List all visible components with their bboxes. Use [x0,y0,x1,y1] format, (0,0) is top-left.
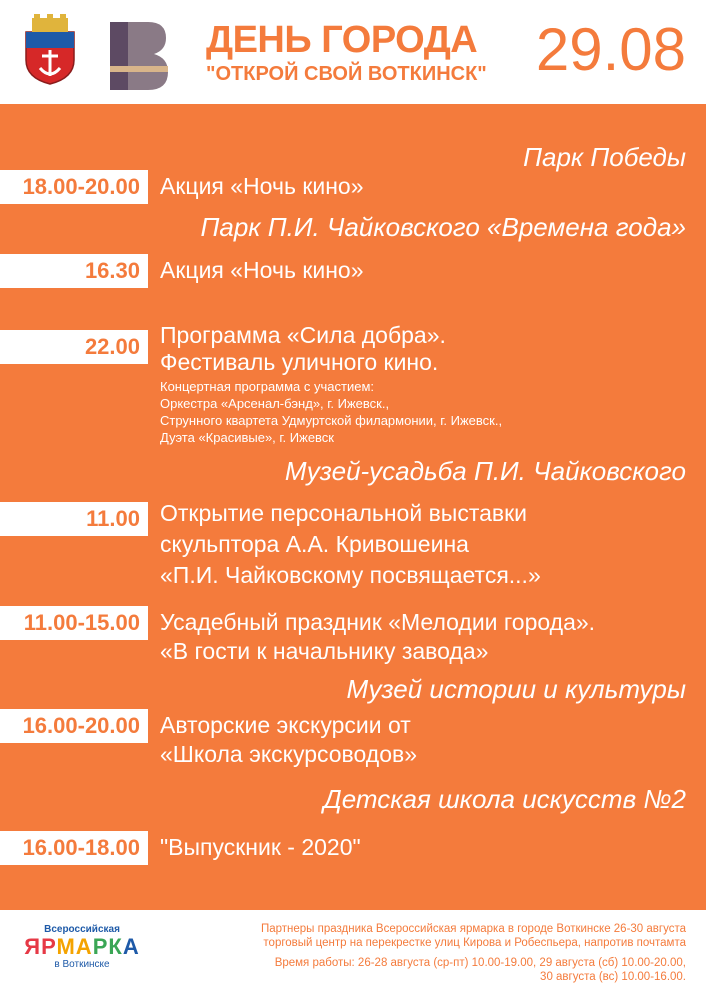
event-details: Оркестра «Арсенал-бэнд», г. Ижевск., [160,396,390,411]
event-title: "Выпускник - 2020" [160,834,361,860]
footer-line: торговый центр на перекрестке улиц Кирова и Робеспьера, напротив почтамта [263,937,686,949]
footer [0,910,706,1000]
header [0,0,706,104]
venue-heading: Музей истории и культуры [346,674,686,704]
event-title: «П.И. Чайковскому посвящается...» [160,562,541,588]
page-title: ДЕНЬ ГОРОДА [206,19,478,61]
event-time: 11.00 [0,502,148,536]
event-title: Акция «Ночь кино» [160,257,364,283]
event-time: 18.00-20.00 [0,170,148,204]
event-title: «Школа экскурсоводов» [160,741,418,767]
votkinsk-logo-icon [108,20,170,92]
event-date: 29.08 [535,16,686,83]
venue-heading: Музей-усадьба П.И. Чайковского [284,456,686,486]
city-coat-of-arms-icon [22,14,78,86]
schedule [0,104,706,910]
footer-line: Время работы: 26-28 августа (ср-пт) 10.00-19.00, 29 августа (сб) 10.00-20.00, [274,957,686,969]
fair-logo-main: ЯРМАРКА [24,934,140,959]
event-title: Программа «Сила добра». [160,322,446,348]
event-title: Фестиваль уличного кино. [160,349,439,375]
page-subtitle: "ОТКРОЙ СВОЙ ВОТКИНСК" [206,63,487,85]
event-title: «В гости к начальнику завода» [160,638,489,664]
event-title: Усадебный праздник «Мелодии города». [160,609,596,635]
fair-logo [22,924,142,986]
event-time: 16.00-20.00 [0,709,148,743]
fair-logo-top: Всероссийская [44,924,120,935]
event-details: Концертная программа с участием: [160,379,374,394]
venue-heading: Парк Победы [523,142,686,172]
event-title: Авторские экскурсии от [160,712,411,738]
event-title: Открытие персональной выставки [160,500,528,526]
event-title: скульптора А.А. Кривошеина [160,531,469,557]
footer-line: 30 августа (вс) 10.00-16.00. [540,971,686,983]
event-time: 22.00 [0,330,148,364]
event-time: 11.00-15.00 [0,606,148,640]
event-time: 16.30 [0,254,148,288]
venue-heading: Парк П.И. Чайковского «Времена года» [200,212,686,242]
fair-logo-bottom: в Воткинске [54,959,110,970]
event-time: 16.00-18.00 [0,831,148,865]
venue-heading: Детская школа искусств №2 [323,784,686,814]
event-title: Акция «Ночь кино» [160,173,364,199]
event-details: Дуэта «Красивые», г. Ижевск [160,430,334,445]
event-details: Струнного квартета Удмуртской филармонии, г. Ижевск., [160,413,503,428]
footer-line: Партнеры праздника Всероссийская ярмарка в городе Воткинске 26-30 августа [260,923,686,935]
